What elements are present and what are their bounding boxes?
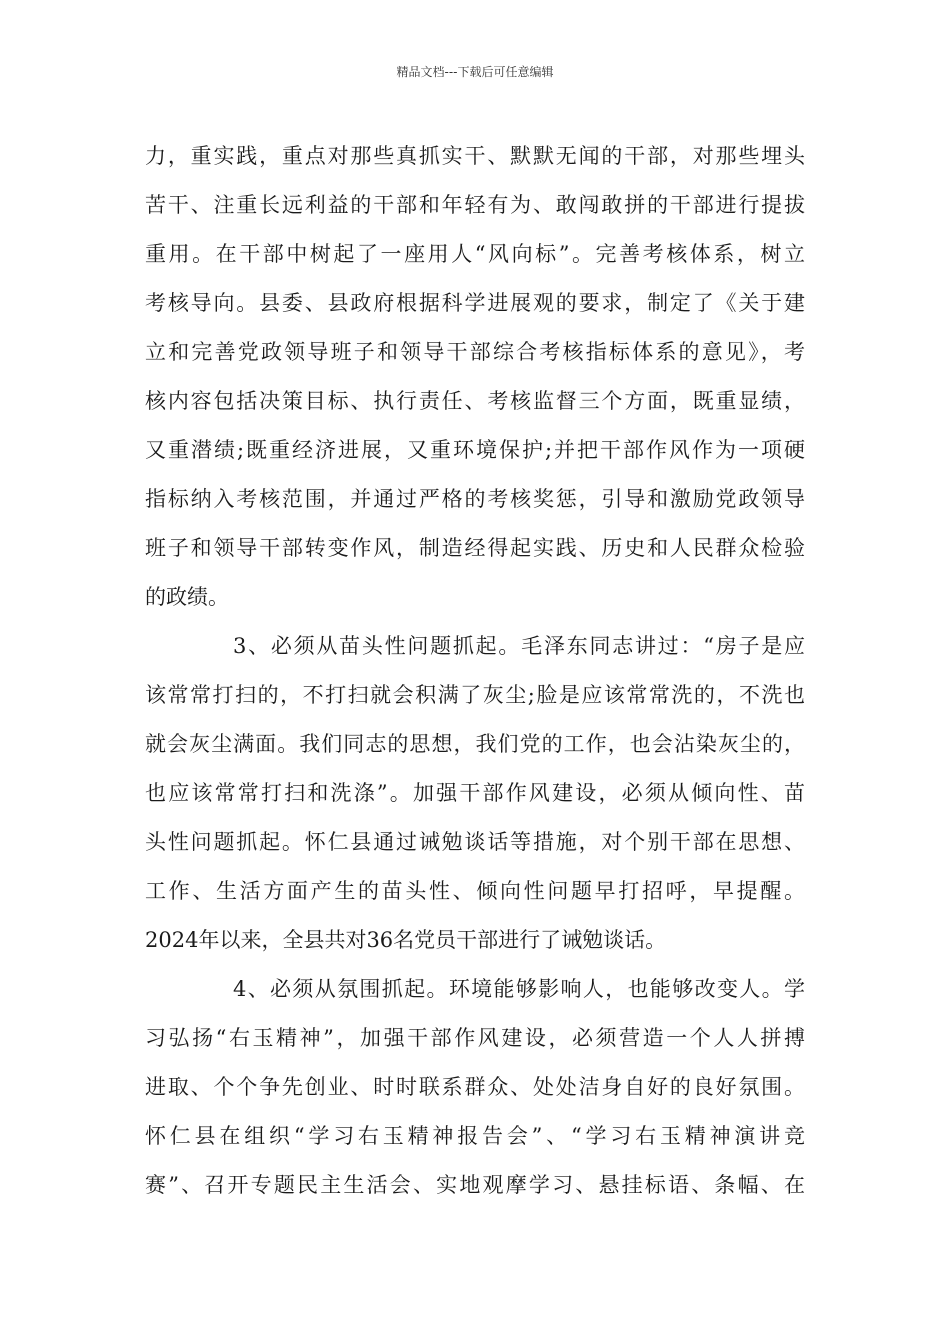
text-line: 又重潜绩;既重经济进展，又重环境保护;并把干部作风作为一项硬 [145,438,805,462]
text-line: 立和完善党政领导班子和领导干部综合考核指标体系的意见》，考 [145,340,805,364]
text-line: 力，重实践，重点对那些真抓实干、默默无闻的干部，对那些埋头 [145,144,805,168]
text-line: 3、必须从苗头性问题抓起。毛泽东同志讲过：“房子是应 [233,634,805,658]
text-line: 就会灰尘满面。我们同志的思想，我们党的工作，也会沾染灰尘的， [145,732,805,756]
paragraph-1 [145,132,805,622]
text-line: 该常常打扫的，不打扫就会积满了灰尘;脸是应该常常洗的，不洗也 [145,683,805,707]
text-line: 赛”、召开专题民主生活会、实地观摩学习、悬挂标语、条幅、在 [145,1173,805,1197]
text-line: 核内容包括决策目标、执行责任、考核监督三个方面，既重显绩， [145,389,805,413]
paragraph-2 [145,622,805,965]
text-line: 2024年以来，全县共对36名党员干部进行了诫勉谈话。 [145,928,667,952]
text-line: 进取、个个争先创业、时时联系群众、处处洁身自好的良好氛围。 [145,1075,805,1099]
text-line: 头性问题抓起。怀仁县通过诫勉谈话等措施，对个别干部在思想、 [145,830,805,854]
text-line: 的政绩。 [145,585,229,609]
text-line: 习弘扬“右玉精神”，加强干部作风建设，必须营造一个人人拼搏 [145,1026,805,1050]
text-line: 指标纳入考核范围，并通过严格的考核奖惩，引导和激励党政领导 [145,487,805,511]
text-line: 重用。在干部中树起了一座用人“风向标”。完善考核体系，树立 [145,242,805,266]
text-line: 4、必须从氛围抓起。环境能够影响人，也能够改变人。学 [233,977,805,1001]
page-header: 精品文档---下载后可任意编辑 [396,65,554,79]
text-line: 考核导向。县委、县政府根据科学进展观的要求，制定了《关于建 [145,291,805,315]
paragraph-3 [145,965,805,1210]
text-line: 班子和领导干部转变作风，制造经得起实践、历史和人民群众检验 [145,536,805,560]
text-line: 也应该常常打扫和洗涤”。加强干部作风建设，必须从倾向性、苗 [145,781,805,805]
text-line: 苦干、注重长远利益的干部和年轻有为、敢闯敢拼的干部进行提拔 [145,193,805,217]
document-body [145,132,805,1210]
text-line: 工作、生活方面产生的苗头性、倾向性问题早打招呼，早提醒。 [145,879,805,903]
text-line: 怀仁县在组织“学习右玉精神报告会”、“学习右玉精神演讲竞 [145,1124,805,1148]
